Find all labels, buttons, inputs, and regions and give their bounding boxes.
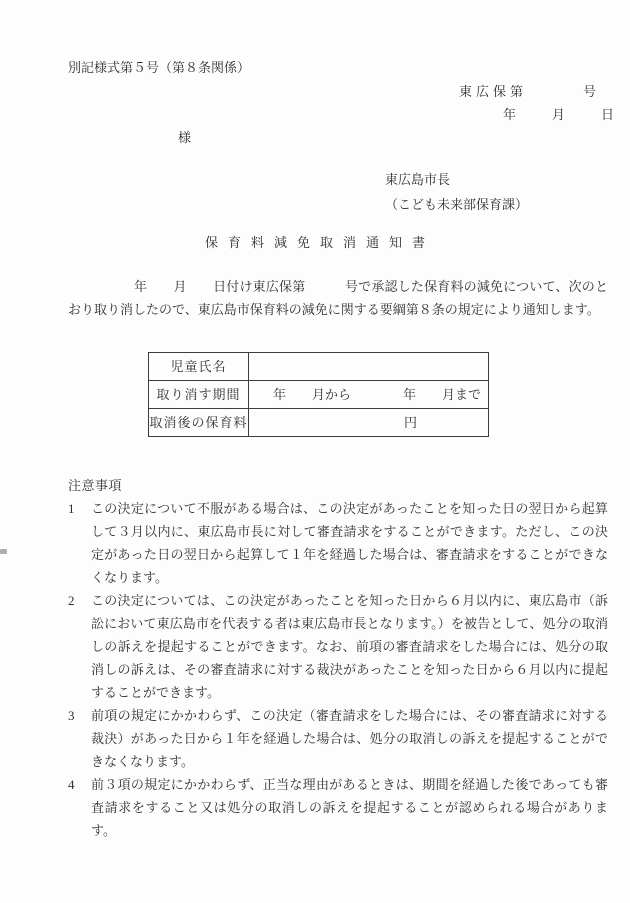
date-month-label: 月 [551,107,565,122]
note-item-1 [68,497,608,589]
notes-heading: 注意事項 [68,478,123,493]
note-text: この決定について不服がある場合は、この決定があったことを知った日の翌日から起算して３月以内に、東広島市長に対して審査請求をすることができます。ただし、この決定があった日の翌日から起算して１年を経過した場合は、審査請求をすることができなくなります。 [91,501,608,585]
table-row-child-name [149,353,488,380]
fee-after-cancel-value: 円 [404,415,418,430]
note-item-3 [68,704,608,773]
note-number: 1 [68,501,75,516]
date-line [503,103,614,126]
cancel-period-value: 年 月から 年 月まで [272,387,481,402]
date-day-label: 日 [600,107,614,122]
note-text: この決定については、この決定があったことを知った日から６月以内に、東広島市（訴訟において東広島市を代表する者は東広島市長となります。）を被告として、処分の取消しの訴えを提起することができます。なお、前項の審査請求をした場合には、処分の取消しの訴えは、その審査請求に対する裁決があったことを知った日から６月以内に提起することができます。 [91,593,608,700]
note-number: 3 [68,708,75,723]
note-text: 前３項の規定にかかわらず、正当な理由があるときは、期間を経過した後であっても審査請求をすること又は処分の取消しの訴えを提起することが認められる場合があります。 [91,777,608,838]
sender-department: （こども未来部保育課） [385,197,529,212]
fee-after-cancel-label: 取消後の保育料 [149,409,249,436]
child-name-label: 児童氏名 [149,353,249,380]
notes-section [68,474,608,842]
note-number: 4 [68,777,75,792]
note-item-4 [68,773,608,842]
document-number-prefix: 東広保第 [458,84,527,99]
note-item-2 [68,589,608,704]
document-title: 保育料減免取消通知書 [204,235,435,250]
recipient-honorific: 様 [178,130,192,145]
table-row-fee-after-cancel [149,408,488,436]
child-name-value [249,353,488,380]
cancel-period-label: 取り消す期間 [149,381,249,408]
note-number: 2 [68,593,75,608]
document-number-suffix: 号 [582,84,596,99]
document-number-line [459,80,596,103]
sender-name: 東広島市長 [385,172,451,187]
scan-edge-artifact [0,549,7,554]
table-row-cancel-period [149,380,488,408]
body-paragraph: 年 月 日付け東広保第 号で承認した保育料の減免について、次のとおり取り消したので、東広島市保育料の減免に関する要綱第８条の規定により通知します。 [68,279,608,317]
date-year-label: 年 [502,107,516,122]
form-number: 別記様式第５号（第８条関係） [68,60,251,75]
note-text: 前項の規定にかかわらず、この決定（審査請求をした場合には、その審査請求に対する裁決）があった日から１年を経過した場合は、処分の取消しの訴えを提起することができなくなります。 [91,708,608,769]
info-table [148,352,489,437]
